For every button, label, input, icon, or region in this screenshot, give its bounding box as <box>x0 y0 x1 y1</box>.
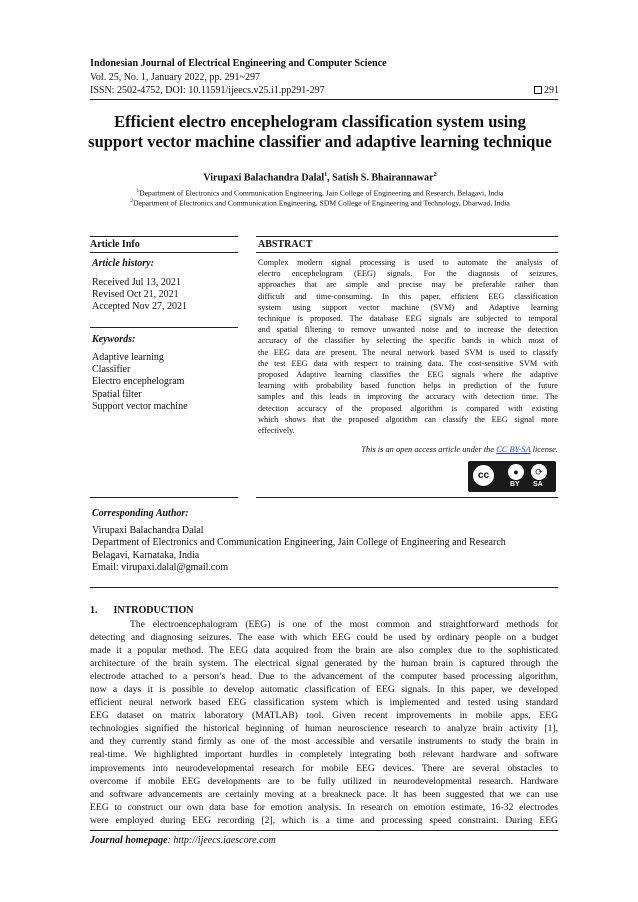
share-alike-icon: ⟳ <box>531 464 547 480</box>
abstract-line: detection accuracy of the proposed algorithm is compared with existing <box>258 403 558 413</box>
abstract-line: electro encephelogram (EEG) signals. For the diagnosis of seizures, <box>258 269 558 279</box>
license-prefix: This is an open access article under the <box>361 445 497 454</box>
abstract-top-rule <box>256 236 558 237</box>
intro-line: The electroencephalogram (EEG) is one of the most common and straightforward methods for <box>130 619 558 630</box>
cc-icon: cc <box>471 463 496 488</box>
intro-line: improvements into neurodevelopmental research for mobile EEG devices. There are several obstacles to <box>90 762 558 774</box>
intro-line: efficient neural network based EEG classification system which is implemented and tested using standard <box>90 697 558 709</box>
intro-line: overcome if mobile EEG developments are to be fully utilized in neurodevelopmental research. Hardware <box>90 775 558 787</box>
license-link[interactable]: CC BY-SA <box>496 445 531 454</box>
abstract-line: the EEG data are present. The neural network based SVM is used to classify <box>258 347 558 357</box>
abstract-line: learning with probability based function helps in prediction of the future <box>258 381 558 391</box>
abstract-line: difficult and time-consuming. In this paper, efficient EEG classification <box>258 291 558 301</box>
cc-by-sa-badge[interactable] <box>468 461 556 492</box>
intro-line: EEG dataset on matrix laboratory (MATLAB) tool. Given recent improvements in mobile apps, EEG <box>90 710 558 722</box>
journal-name: Indonesian Journal of Electrical Engineering and Computer Science <box>90 58 387 69</box>
intro-line: EEG to construct our own data base for emotion analysis. In research on emotion estimate, 16-32 electrodes <box>90 801 558 813</box>
cc-by-label: BY <box>510 481 520 488</box>
intro-line: technologies signified the historical beginning of human neuroscience research to analyze brain activity [1], <box>90 723 558 735</box>
intro-line: architecture of the brain system. The electrical signal generated by the human brain is captured through the <box>90 658 558 670</box>
affiliation-2-text: Department of Electronics and Communication Engineering, SDM College of Engineering and Technology, Dharwad, India <box>133 198 510 208</box>
article-info-sub-rule <box>90 252 238 253</box>
abstract-last-line: effectively. <box>258 426 295 436</box>
keyword-item: Electro encephelogram <box>92 376 185 388</box>
intro-line: and software advancements are certainly moving at a breakneck pace. It has been suggested that we can use <box>90 788 558 800</box>
abstract-line: system using support vector machine (SVM) and Adaptive learning <box>258 302 558 312</box>
paper-title <box>70 112 570 152</box>
abstract-line: samples and this leads in improving the accuracy with detection time. The <box>258 392 558 402</box>
abstract-sub-rule <box>256 252 558 253</box>
abstract-line: approaches that are simple and precise may be preferable rather than <box>258 280 558 290</box>
author-1: Virupaxi Balachandra Dalal <box>203 172 325 184</box>
history-revised: Revised Oct 21, 2021 <box>92 289 179 301</box>
abstract-bottom-rule <box>256 497 558 498</box>
author-2-sup: 2 <box>433 172 437 178</box>
abstract-body <box>258 257 558 436</box>
title-line-2: support vector machine classifier and adaptive learning technique <box>88 132 552 151</box>
abstract-line: proposed Adaptive learning classifies the EEG signals where the adaptive <box>258 370 558 380</box>
intro-heading-text: INTRODUCTION <box>113 605 194 616</box>
checkbox-icon <box>534 86 542 94</box>
corresponding-email: Email: virupaxi.dalal@gmail.com <box>92 562 229 574</box>
license-line <box>258 445 558 454</box>
intro-line: were employed during EEG recording [2], which is a time and processing speed constraint. During EEG <box>90 814 558 826</box>
affiliation-2-sup: 2 <box>130 198 133 204</box>
intro-line: now a days it is possible to develop automatic classification of EEG signals. In this paper, we developed <box>90 684 558 696</box>
corresponding-heading: Corresponding Author: <box>92 508 189 519</box>
journal-homepage <box>90 835 276 846</box>
homepage-label: Journal homepage <box>90 835 168 846</box>
corresponding-bottom-rule <box>90 587 558 588</box>
history-received: Received Jul 13, 2021 <box>92 277 181 288</box>
license-suffix: license. <box>530 445 558 454</box>
intro-line: and they currently stand firmly as one of the most accessible and versatile instruments to study the brain in <box>90 736 558 748</box>
keywords-heading: Keywords: <box>92 334 136 345</box>
affiliation-1-sup: 1 <box>136 188 140 194</box>
article-info-heading: Article Info <box>90 239 140 250</box>
corresponding-department: Department of Electronics and Communication Engineering, Jain College of Engineering and Research <box>92 537 506 549</box>
abstract-line: which shows that the proposed algorithm can classify the EEG signal more <box>258 414 558 424</box>
volume-line: Vol. 25, No. 1, January 2022, pp. 291~297 <box>90 72 260 83</box>
homepage-url[interactable]: http://ijeecs.iaescore.com <box>173 835 276 846</box>
keyword-item: Adaptive learning <box>92 352 164 363</box>
abstract-line: and spatial filtering to remove unwanted noise and to increase the detection <box>258 325 558 335</box>
abstract-line: Complex modern signal processing is used to automate the analysis of <box>258 258 558 267</box>
keyword-item: Classifier <box>92 364 131 376</box>
footer-rule <box>90 830 558 831</box>
header-rule <box>90 99 558 100</box>
keywords-list <box>92 352 188 413</box>
abstract-line: accuracy of the classifier by selecting the specific bands in which most of <box>258 336 558 346</box>
intro-line: detecting and diagnosing seizures. The ease with which EEG could be used by ordinary people on a budget <box>90 632 558 644</box>
intro-heading <box>90 605 194 616</box>
affiliation-2 <box>60 196 580 209</box>
history-list <box>92 277 187 314</box>
article-info-bottom-rule <box>90 497 238 498</box>
intro-line: real-time. We highlighted important hurdles in completely integrating both relevant hardware and software <box>90 749 558 761</box>
intro-line: electrode attached to a person’s head. Due to the advancement of the computer based processing algorithm, <box>90 671 558 683</box>
homepage-sep: : <box>167 835 174 846</box>
history-rule <box>90 327 238 328</box>
cc-sa-label: SA <box>533 481 543 488</box>
history-heading: Article history: <box>92 258 154 269</box>
author-2: Satish S. Bhairannawar <box>332 172 434 184</box>
author-1-sup: 1 <box>324 172 328 178</box>
abstract-line: technique is proposed. The database EEG signals are subjected to temporal <box>258 314 558 324</box>
intro-body <box>90 618 558 827</box>
author-separator: , <box>327 172 333 184</box>
abstract-heading: ABSTRACT <box>258 239 313 250</box>
issn-line: ISSN: 2502-4752, DOI: 10.11591/ijeecs.v25.i1.pp291-297 <box>90 85 325 96</box>
keyword-item: Support vector machine <box>92 400 188 412</box>
intro-line: made it a popular method. The EEG data acquired from the brain are also complex due to the sophisticated <box>90 645 558 657</box>
corresponding-name: Virupaxi Balachandra Dalal <box>92 525 204 536</box>
corresponding-details <box>92 525 506 575</box>
page-number: 291 <box>544 85 559 96</box>
attribution-person-icon: ● <box>508 464 524 480</box>
article-info-top-rule <box>90 236 238 237</box>
intro-heading-number: 1. <box>90 605 98 616</box>
corresponding-location: Belagavi, Karnataka, India <box>92 549 200 561</box>
affiliation-1-text: Department of Electronics and Communication Engineering, Jain College of Engineering and Research, Belagavi, India <box>139 188 504 198</box>
history-accepted: Accepted Nov 27, 2021 <box>92 301 187 313</box>
keyword-item: Spatial filter <box>92 388 142 400</box>
abstract-line: the test EEG data with respect to training data. The cost-sensitive SVM with <box>258 358 558 368</box>
author-list <box>60 172 580 183</box>
title-line-1: Efficient electro encephelogram classification system using <box>114 112 526 131</box>
